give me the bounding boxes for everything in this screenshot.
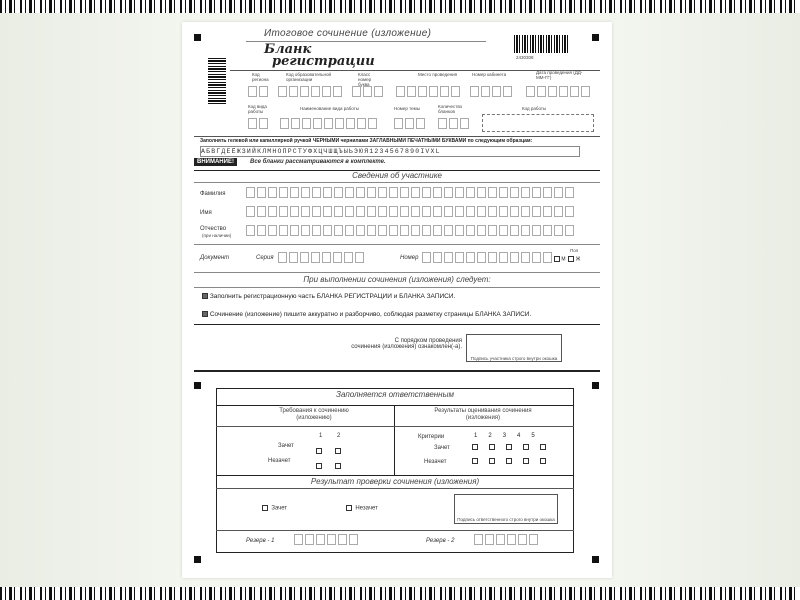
input-cell[interactable] [301,206,310,217]
req-fail-label: Незачет [268,458,291,464]
input-cell[interactable] [510,225,519,236]
input-cell[interactable] [444,187,453,198]
input-cell[interactable] [378,225,387,236]
input-cell[interactable] [367,206,376,217]
input-cell[interactable] [389,187,398,198]
name-cells[interactable] [246,206,574,217]
number-cells[interactable] [422,252,552,263]
work-kind-cells[interactable] [248,118,268,129]
input-cell[interactable] [279,206,288,217]
input-cell[interactable] [311,252,320,263]
input-cell[interactable] [532,252,541,263]
form-header-title: Итоговое сочинение (изложение) [264,28,432,39]
attention-text: Все бланки рассматриваются в комплекте. [250,159,386,165]
top-decorative-stripe [0,0,800,13]
input-cell[interactable] [290,225,299,236]
class-cells[interactable] [352,86,383,97]
input-cell[interactable] [488,252,497,263]
reserve-1-cells[interactable] [294,534,358,545]
input-cell[interactable] [389,225,398,236]
input-cell[interactable] [338,534,347,545]
input-cell[interactable] [289,252,298,263]
input-cell[interactable] [455,187,464,198]
blanks-count-cells[interactable] [438,118,469,129]
sex-f-label: Ж [575,256,581,263]
input-cell[interactable] [367,225,376,236]
input-cell[interactable] [477,206,486,217]
patronymic-note: (при наличии) [202,233,232,238]
requirements-heading: Требования к сочинению (изложению) [279,408,349,421]
participant-heading: Сведения об участнике [352,171,442,180]
input-cell[interactable] [268,206,277,217]
input-cell[interactable] [268,187,277,198]
topic-cells[interactable] [394,118,425,129]
corner-marker [194,382,201,389]
field-label-org: Код образовательной организации [286,72,332,82]
input-cell[interactable] [433,187,442,198]
input-cell[interactable] [488,206,497,217]
input-cell[interactable] [278,252,287,263]
sample-letters: АБВГДЕЁЖЗИЙКЛМНОПРСТУФХЦЧШЩЪЫЬЭЮЯ1234567890IVXL [200,146,580,157]
req-col-1: 1 [319,433,323,439]
field-label-work-kind: Код вида работы [248,104,267,114]
agreement-text: С порядком проведения сочинения (изложения) ознакомлен(-а). [351,338,462,350]
input-cell[interactable] [477,225,486,236]
input-cell[interactable] [246,206,255,217]
input-cell[interactable] [411,206,420,217]
input-cell[interactable] [323,206,332,217]
input-cell[interactable] [433,206,442,217]
corner-marker [592,556,599,563]
field-label-topic: Номер темы [394,106,420,111]
input-cell[interactable] [543,225,552,236]
corner-marker [194,556,201,563]
input-cell[interactable] [499,252,508,263]
input-cell[interactable] [565,206,574,217]
sex-m-checkbox[interactable] [554,256,560,262]
input-cell[interactable] [521,187,530,198]
input-cell[interactable] [378,206,387,217]
reserve-2-cells[interactable] [474,534,538,545]
input-cell[interactable] [554,206,563,217]
input-cell[interactable] [466,187,475,198]
input-cell[interactable] [532,225,541,236]
input-cell[interactable] [334,206,343,217]
crit-fail-label: Незачет [424,459,447,465]
criteria-label: Критерии [418,434,445,440]
input-cell[interactable] [477,252,486,263]
check-pass: Зачет [262,505,287,512]
input-cell[interactable] [279,225,288,236]
checked-box-icon [202,311,208,317]
input-cell[interactable] [496,534,505,545]
surname-label: Фамилия [200,191,226,197]
input-cell[interactable] [422,225,431,236]
field-label-region: Код региона [252,72,269,82]
series-label: Серия [256,255,274,261]
input-cell[interactable] [521,206,530,217]
org-code-cells[interactable] [278,86,342,97]
input-cell[interactable] [327,534,336,545]
check-fail: Незачет [346,505,378,512]
fill-instruction: Заполнять гелевой или капиллярной ручкой ЧЕРНЫМИ чернилами ЗАГЛАВНЫМИ ПЕЧАТНЫМИ БУКВАМИ по следующим образцам: [200,138,533,144]
input-cell[interactable] [521,252,530,263]
rule-item-1: Заполнить регистрационную часть БЛАНКА РЕГИСТРАЦИИ и БЛАНКА ЗАПИСИ. [202,293,455,300]
input-cell[interactable] [356,206,365,217]
input-cell[interactable] [554,187,563,198]
input-cell[interactable] [323,225,332,236]
document-label: Документ [200,255,230,261]
input-cell[interactable] [565,187,574,198]
sex-label: Пол [570,248,579,253]
req-pass-label: Зачет [278,443,294,449]
input-cell[interactable] [466,252,475,263]
input-cell[interactable] [345,187,354,198]
field-label-class: Класс номер буква [358,72,372,87]
input-cell[interactable] [316,534,325,545]
field-label-place: Место проведения [418,72,458,77]
results-heading: Результаты оценивания сочинения (изложения) [434,408,532,421]
input-cell[interactable] [444,225,453,236]
field-label-date: Дата проведения (ДД-ММ-ГГ) [536,70,583,80]
input-cell[interactable] [279,187,288,198]
input-cell[interactable] [305,534,314,545]
responsible-heading: Заполняется ответственным [336,390,454,399]
work-code-box[interactable] [482,114,594,132]
input-cell[interactable] [455,252,464,263]
input-cell[interactable] [499,187,508,198]
input-cell[interactable] [344,252,353,263]
field-label-room: Номер кабинета [472,72,507,77]
input-cell[interactable] [257,187,266,198]
check-result-heading: Результат проверки сочинения (изложения) [310,477,480,486]
input-cell[interactable] [378,187,387,198]
corner-marker [194,34,201,41]
input-cell[interactable] [290,206,299,217]
input-cell[interactable] [257,206,266,217]
input-cell[interactable] [488,187,497,198]
input-cell[interactable] [433,225,442,236]
crit-pass-boxes[interactable] [472,444,546,450]
participant-sign-note: Подпись участника строго внутри окошка [470,356,558,361]
surname-cells[interactable] [246,187,574,198]
input-cell[interactable] [518,534,527,545]
input-cell[interactable] [444,206,453,217]
patronymic-label: Отчество [200,226,227,232]
input-cell[interactable] [422,206,431,217]
input-cell[interactable] [246,187,255,198]
input-cell[interactable] [345,206,354,217]
input-cell[interactable] [444,252,453,263]
input-cell[interactable] [400,206,409,217]
crit-fail-boxes[interactable] [472,458,546,464]
input-cell[interactable] [488,225,497,236]
check-fail-checkbox[interactable] [346,505,352,511]
room-cells[interactable] [470,86,512,97]
patronymic-cells[interactable] [246,225,574,236]
input-cell[interactable] [323,187,332,198]
input-cell[interactable] [312,206,321,217]
sex-options [554,256,580,262]
input-cell[interactable] [257,225,266,236]
input-cell[interactable] [422,187,431,198]
input-cell[interactable] [521,225,530,236]
req-fail-boxes[interactable] [316,457,341,475]
rules-heading: При выполнении сочинения (изложения) следует: [303,275,491,284]
name-label: Имя [200,210,212,216]
input-cell[interactable] [400,187,409,198]
input-cell[interactable] [312,187,321,198]
rule-item-2: Сочинение (изложение) пишите аккуратно и разборчиво, соблюдая разметку страницы БЛАНКА ЗАПИСИ. [202,311,531,318]
corner-marker [592,34,599,41]
series-cells[interactable] [278,252,364,263]
input-cell[interactable] [455,206,464,217]
input-cell[interactable] [389,206,398,217]
input-cell[interactable] [367,187,376,198]
input-cell[interactable] [355,252,364,263]
region-code-cells[interactable] [248,86,268,97]
input-cell[interactable] [411,225,420,236]
input-cell[interactable] [268,225,277,236]
input-cell[interactable] [532,206,541,217]
input-cell[interactable] [507,534,516,545]
input-cell[interactable] [333,252,342,263]
input-cell[interactable] [477,187,486,198]
input-cell[interactable] [466,225,475,236]
input-cell[interactable] [246,225,255,236]
registration-form-sheet [182,22,612,578]
field-label-work-name: Наименование вида работы [300,106,360,111]
input-cell[interactable] [334,225,343,236]
input-cell[interactable] [466,206,475,217]
vertical-barcode [208,56,226,104]
barcode-number: 2430308 [516,55,534,60]
input-cell[interactable] [510,187,519,198]
header-barcode [514,35,568,53]
input-cell[interactable] [294,534,303,545]
input-cell[interactable] [400,225,409,236]
date-cells[interactable] [526,86,590,97]
input-cell[interactable] [474,534,483,545]
input-cell[interactable] [529,534,538,545]
input-cell[interactable] [334,187,343,198]
input-cell[interactable] [455,225,464,236]
input-cell[interactable] [300,252,309,263]
input-cell[interactable] [290,187,299,198]
input-cell[interactable] [356,225,365,236]
corner-marker [592,382,599,389]
input-cell[interactable] [499,206,508,217]
input-cell[interactable] [532,187,541,198]
input-cell[interactable] [301,225,310,236]
input-cell[interactable] [565,225,574,236]
input-cell[interactable] [499,225,508,236]
input-cell[interactable] [510,206,519,217]
blank-title: Бланк регистрации [264,42,375,69]
input-cell[interactable] [422,252,431,263]
input-cell[interactable] [356,187,365,198]
field-label-work-code: Код работы [522,106,547,111]
input-cell[interactable] [543,252,552,263]
input-cell[interactable] [433,252,442,263]
number-label: Номер [400,255,419,261]
input-cell[interactable] [301,187,310,198]
input-cell[interactable] [510,252,519,263]
input-cell[interactable] [312,225,321,236]
input-cell[interactable] [554,225,563,236]
input-cell[interactable] [322,252,331,263]
input-cell[interactable] [345,225,354,236]
attention-badge: ВНИМАНИЕ! [194,158,237,166]
input-cell[interactable] [543,187,552,198]
field-label-blanks-count: Количество бланков [438,104,463,114]
crit-pass-label: Зачет [434,445,450,451]
input-cell[interactable] [485,534,494,545]
reserve-1-label: Резерв - 1 [246,538,275,544]
check-pass-checkbox[interactable] [262,505,268,511]
input-cell[interactable] [543,206,552,217]
sex-m-label: М [561,256,566,263]
work-name-cells[interactable] [280,118,377,129]
place-cells[interactable] [396,86,460,97]
req-col-2: 2 [337,433,341,439]
input-cell[interactable] [349,534,358,545]
responsible-sign-note: Подпись ответственного строго внутри окошка [457,517,555,522]
criteria-columns: 1 2 3 4 5 [474,433,535,439]
input-cell[interactable] [411,187,420,198]
sex-f-checkbox[interactable] [568,256,574,262]
reserve-2-label: Резерв - 2 [426,538,455,544]
bottom-decorative-stripe [0,587,800,600]
checked-box-icon [202,293,208,299]
